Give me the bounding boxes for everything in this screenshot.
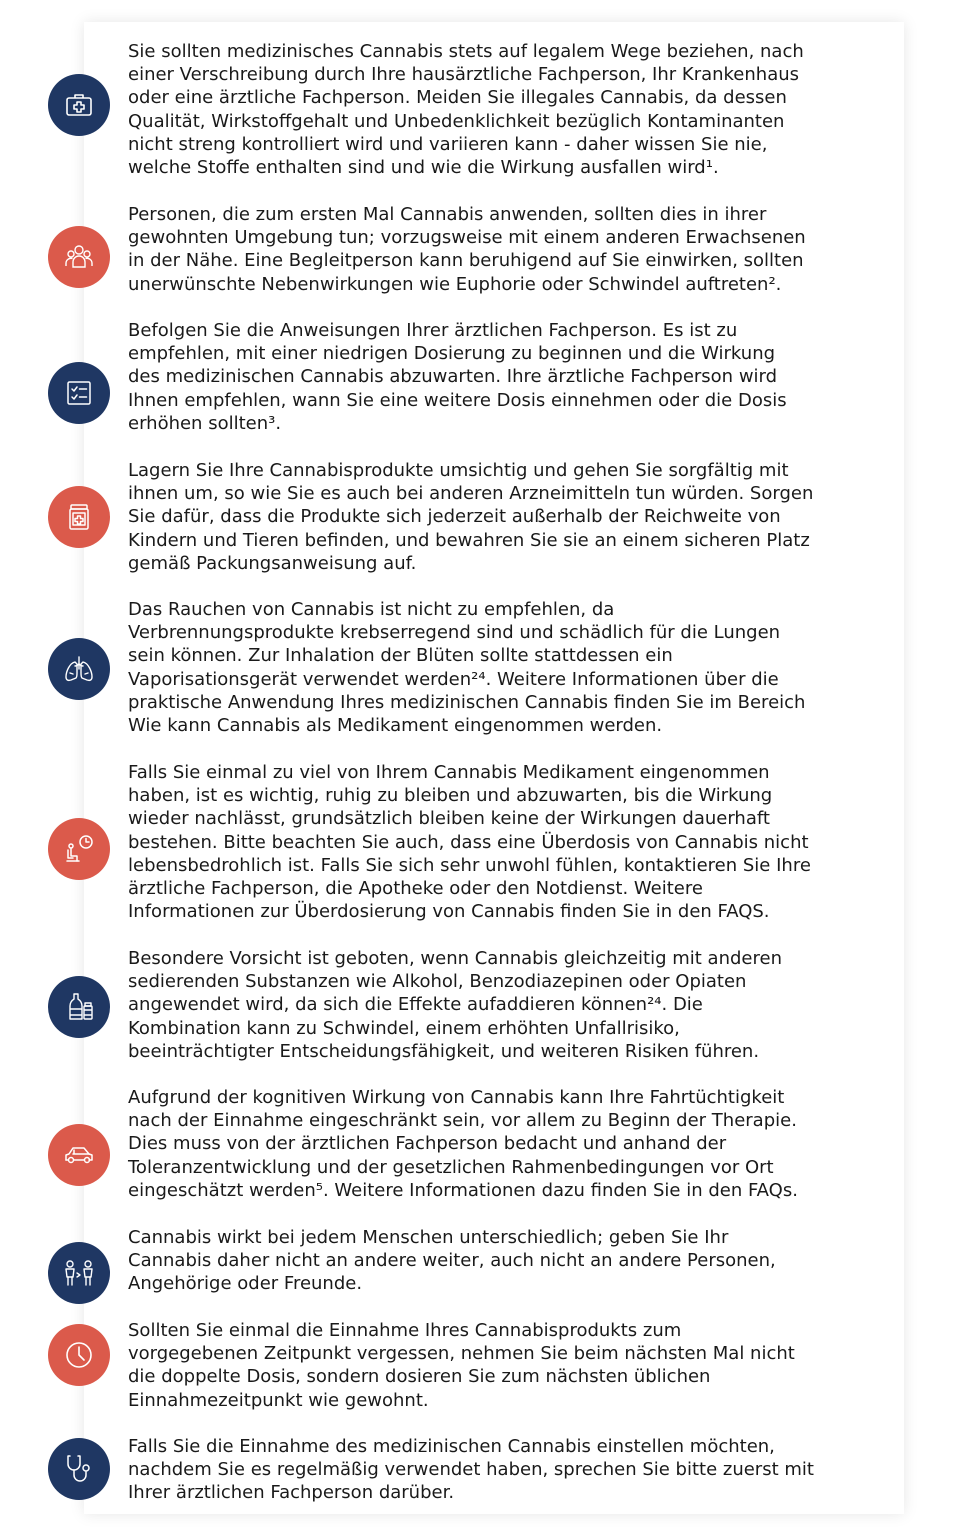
item-text: Falls Sie einmal zu viel von Ihrem Cannabis Medikament eingenommen haben, ist es wichtig, ruhig zu bleiben und abzuwarten, bis die Wirkung wieder nachlässt, grundsätzlich bleiben keine der Wirkungen dauerhaft bestehen. Bitte beachten Sie auch, dass eine Überdosis von Cannabis nicht lebensbedrohlich ist. Falls Sie sich sehr unwohl fühlen, kontaktieren Sie Ihre ärztliche Fachperson, die Apotheke oder den Notdienst. Weitere Informationen zur Überdosierung von Cannabis finden Sie in den FAQS.: [128, 762, 811, 923]
item-text: Falls Sie die Einnahme des medizinischen Cannabis einstellen möchten, nachdem Sie es regelmäßig verwendet haben, sprechen Sie bitte zuerst mit Ihrer ärztlichen Fachperson darüber.: [128, 1436, 814, 1504]
medicine-jar-icon: [48, 486, 110, 548]
person-to-person-icon: [48, 1242, 110, 1304]
car-icon: [48, 1124, 110, 1186]
bottle-pills-icon: [48, 976, 110, 1038]
clock-icon: [48, 1324, 110, 1386]
item-text: Sie sollten medizinisches Cannabis stets auf legalem Wege beziehen, nach einer Verschreibung durch Ihre hausärztliche Fachperson, Ihr Krankenhaus oder eine ärztliche Fachperson. Meiden Sie illegales Cannabis, da dessen Qualität, Wirkstoffgehalt und Unbedenklichkeit bezüglich Kontaminanten nicht streng kontrolliert wird und variieren kann - daher wissen Sie nie, welche Stoffe enthalten sind und wie die Wirkung ausfallen wird¹.: [128, 41, 804, 179]
item-text: Befolgen Sie die Anweisungen Ihrer ärztlichen Fachperson. Es ist zu empfehlen, mit einer niedrigen Dosierung zu beginnen und die Wirkung des medizinischen Cannabis abzuwarten. Ihre ärztliche Fachperson wird Ihnen empfehlen, wann Sie eine weitere Dosis einnehmen oder die Dosis erhöhen sollten³.: [128, 320, 787, 434]
lungs-icon: [48, 638, 110, 700]
item-text: Besondere Vorsicht ist geboten, wenn Cannabis gleichzeitig mit anderen sedierenden Substanzen wie Alkohol, Benzodiazepinen oder Opiaten angewendet wird, da sich die Effekte aufaddieren können²⁴. Die Kombination kann zu Schwindel, einem erhöhten Unfallrisiko, beeinträchtigter Entscheidungsfähigkeit, und weiteren Risiken führen.: [128, 948, 782, 1062]
checklist-icon: [48, 362, 110, 424]
item-text: Lagern Sie Ihre Cannabisprodukte umsichtig und gehen Sie sorgfältig mit ihnen um, so wie Sie es auch bei anderen Arzneimitteln tun würden. Sorgen Sie dafür, dass die Produkte sich jederzeit außerhalb der Reichweite von Kindern und Tieren befinden, und bewahren Sie sie an einem sicheren Platz gemäß Packungsanweisung auf.: [128, 460, 814, 574]
item-text: Personen, die zum ersten Mal Cannabis anwenden, sollten dies in ihrer gewohnten Umgebung tun; vorzugsweise mit einem anderen Erwachsenen in der Nähe. Eine Begleitperson kann beruhigend auf Sie einwirken, sollten unerwünschte Nebenwirkungen wie Euphorie oder Schwindel auftreten².: [128, 204, 806, 295]
item-text: Cannabis wirkt bei jedem Menschen unterschiedlich; geben Sie Ihr Cannabis daher nicht an andere weiter, auch nicht an andere Personen, Angehörige oder Freunde.: [128, 1227, 776, 1295]
people-group-icon: [48, 226, 110, 288]
item-text: Aufgrund der kognitiven Wirkung von Cannabis kann Ihre Fahrtüchtigkeit nach der Einnahme eingeschränkt sein, vor allem zu Beginn der Therapie. Dies muss von der ärztlichen Fachperson bedacht und anhand der Toleranzentwicklung und der gesetzlichen Rahmenbedingungen vor Ort eingeschätzt werden⁵. Weitere Informationen dazu finden Sie in den FAQs.: [128, 1087, 798, 1201]
item-text: Das Rauchen von Cannabis ist nicht zu empfehlen, da Verbrennungsprodukte krebserregend sind und schädlich für die Lungen sein können. Zur Inhalation der Blüten sollte stattdessen ein Vaporisationsgerät verwendet werden²⁴. Weitere Informationen über die praktische Anwendung Ihres medizinischen Cannabis finden Sie im Bereich Wie kann Cannabis als Medikament eingenommen werden.: [128, 599, 806, 737]
first-aid-kit-icon: [48, 74, 110, 136]
stethoscope-icon: [48, 1438, 110, 1500]
waiting-person-clock-icon: [48, 818, 110, 880]
item-text: Sollten Sie einmal die Einnahme Ihres Cannabisprodukts zum vorgegebenen Zeitpunkt vergessen, nehmen Sie beim nächsten Mal nicht die doppelte Dosis, sondern dosieren Sie zum nächsten üblichen Einnahmezeitpunkt wie gewohnt.: [128, 1320, 795, 1411]
